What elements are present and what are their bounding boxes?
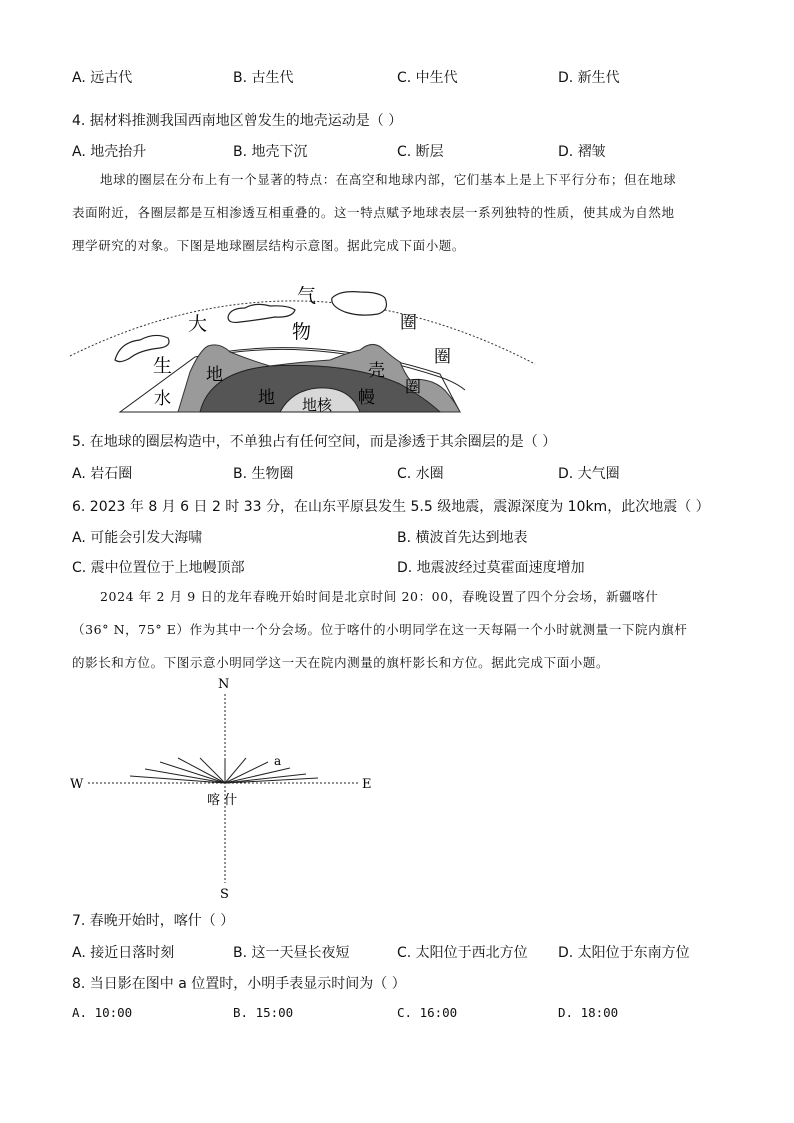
q6-option-a: A. 可能会引发大海啸	[72, 530, 203, 546]
material-2-line-1: 2024 年 2 月 9 日的龙年春晚开始时间是北京时间 20：00，春晚设置了四个分会场，新疆喀什	[100, 589, 659, 604]
q8-stem: 8. 当日影在图中 a 位置时，小明手表显示时间为（ ）	[72, 976, 406, 992]
q7-option-c: C. 太阳位于西北方位	[397, 945, 528, 961]
shadow-lines	[130, 758, 318, 783]
q8-option-a: A. 10:00	[72, 1005, 133, 1020]
q7-option-b: B. 这一天昼长夜短	[233, 945, 350, 961]
shadow-line	[225, 778, 318, 783]
label-ke: 壳	[368, 361, 385, 381]
q5-option-d: D. 大气圈	[558, 466, 620, 482]
label-qi: 气	[297, 285, 317, 307]
q5-option-b: B. 生物圈	[233, 466, 294, 482]
q3-option-b: B. 古生代	[233, 70, 294, 86]
q6-option-d: D. 地震波经过莫霍面速度增加	[397, 560, 585, 576]
label-di-1: 地	[206, 365, 223, 385]
label-quan-1: 圈	[400, 313, 417, 333]
label-shui: 水	[154, 389, 171, 409]
label-north: N	[218, 677, 230, 692]
label-a: a	[274, 754, 282, 768]
label-dihe: 地核	[302, 396, 333, 414]
label-east: E	[362, 777, 372, 792]
q3-option-a: A. 远古代	[72, 70, 133, 86]
shadow-line	[225, 762, 268, 783]
cloud-right	[332, 292, 387, 316]
q4-option-b: B. 地壳下沉	[233, 144, 308, 160]
material-2-line-2: （36° N，75° E）作为其中一个分会场。位于喀什的小明同学在这一天每隔一个小时就测量一下院内旗杆	[72, 622, 688, 637]
q4-stem: 4. 据材料推测我国西南地区曾发生的地壳运动是（ ）	[72, 113, 403, 129]
q3-option-c: C. 中生代	[397, 70, 458, 86]
label-quan-2: 圈	[434, 347, 451, 367]
material-1	[72, 163, 722, 262]
earth-spheres-figure	[60, 262, 550, 417]
material-2-line-3: 的影长和方位。下图示意小明同学这一天在院内测量的旗杆影长和方位。据此完成下面小题。	[72, 655, 610, 670]
label-di-2: 地	[258, 388, 275, 408]
material-1-line-3: 理学研究的对象。下图是地球圈层结构示意图。据此完成下面小题。	[72, 238, 466, 253]
q4-option-c: C. 断层	[397, 144, 444, 160]
material-1-line-2: 表面附近，各圈层都是互相渗透互相重叠的。这一特点赋予地球表层一系列独特的性质，使其成为自然地	[72, 205, 675, 220]
label-wu: 物	[292, 321, 312, 343]
q8-option-c: C. 16:00	[397, 1005, 458, 1020]
shadow-line	[130, 776, 225, 783]
q3-option-d: D. 新生代	[558, 70, 620, 86]
material-1-line-1: 地球的圈层在分布上有一个显著的特点：在高空和地球内部，它们基本上是上下平行分布；但在地球	[100, 172, 677, 187]
q5-stem: 5. 在地球的圈层构造中，不单独占有任何空间，而是渗透于其余圈层的是（ ）	[72, 434, 557, 450]
q6-stem: 6. 2023 年 8 月 6 日 2 时 33 分，在山东平原县发生 5.5 级地震，震源深度为 10km，此次地震（ ）	[72, 499, 710, 515]
q4-option-a: A. 地壳抬升	[72, 144, 147, 160]
cloud-middle	[228, 304, 295, 322]
label-quan-3: 圈	[405, 377, 422, 396]
material-2	[72, 580, 722, 679]
q7-option-a: A. 接近日落时刻	[72, 945, 175, 961]
q5-option-c: C. 水圈	[397, 466, 444, 482]
shadow-direction-figure	[60, 670, 390, 905]
label-kashgar: 喀 什	[207, 793, 238, 808]
shadow-line	[225, 774, 306, 783]
q5-option-a: A. 岩石圈	[72, 466, 133, 482]
q8-option-b: B. 15:00	[233, 1005, 294, 1020]
q8-option-d: D. 18:00	[558, 1005, 619, 1020]
q7-stem: 7. 春晚开始时，喀什（ ）	[72, 913, 235, 929]
label-south: S	[220, 887, 229, 902]
q6-option-c: C. 震中位置位于上地幔顶部	[72, 560, 245, 576]
shadow-line	[225, 768, 290, 783]
label-west: W	[70, 777, 84, 792]
label-man: 幔	[358, 388, 375, 408]
q4-option-d: D. 褶皱	[558, 144, 606, 160]
label-da: 大	[188, 313, 208, 335]
label-sheng: 生	[153, 355, 173, 377]
q6-option-b: B. 横波首先达到地表	[397, 530, 528, 546]
q7-option-d: D. 太阳位于东南方位	[558, 945, 690, 961]
